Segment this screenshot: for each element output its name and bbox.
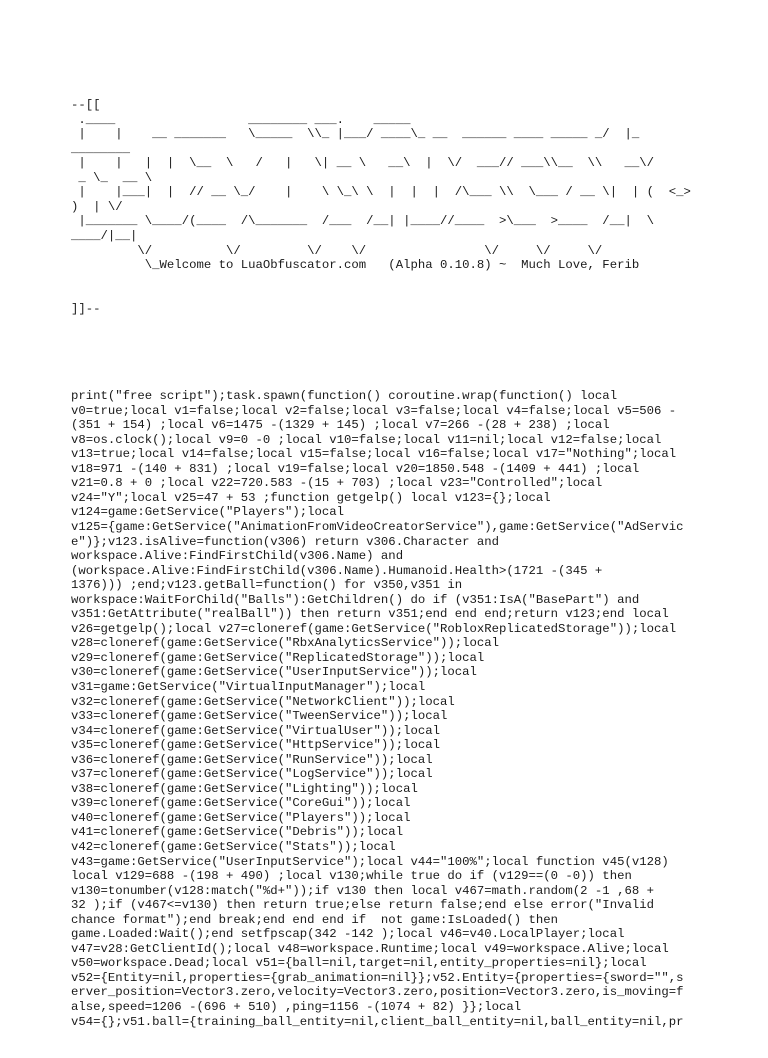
code-line: game.Loaded:Wait();end setfpscap(342 -142 );local v46=v40.LocalPlayer;local <box>71 927 625 942</box>
code-line: workspace:WaitForChild("Balls"):GetChildren() do if (v351:IsA("BasePart") and <box>71 592 640 607</box>
code-line: e")};v123.isAlive=function(v306) return v306.Character and <box>71 534 500 549</box>
code-line: v351:GetAttribute("realBall")) then return v351;end end end;return v123;end local <box>71 607 669 622</box>
header-comment-line: |_______ \____/(____ /\_______ /___ /__| |____//____ >\___ >____ /__| \ <box>71 214 654 229</box>
code-line: 32 );if (v467<=v130) then return true;else return false;end else error("Invalid <box>71 898 654 913</box>
code-line: (workspace.Alive:FindFirstChild(v306.Name).Humanoid.Health>(1721 -(345 + <box>71 563 603 578</box>
code-line: v8=os.clock();local v9=0 -0 ;local v10=false;local v11=nil;local v12=false;local <box>71 432 662 447</box>
code-line: print("free script");task.spawn(function() coroutine.wrap(function() local <box>71 389 618 404</box>
code-line: v37=cloneref(game:GetService("LogService"));local <box>71 767 433 782</box>
header-comment-line: _ \_ __ \ <box>71 170 153 185</box>
header-comment-close: ]]-- <box>71 301 101 316</box>
header-comment-line: \_Welcome to LuaObfuscator.com (Alpha 0.10.8) ~ Much Love, Ferib <box>71 258 640 273</box>
header-comment-line: ________ <box>71 141 131 156</box>
code-line: v33=cloneref(game:GetService("TweenService"));local <box>71 709 448 724</box>
code-line: v42=cloneref(game:GetService("Stats"));local <box>71 839 396 854</box>
code-line: v32=cloneref(game:GetService("NetworkClient"));local <box>71 694 455 709</box>
code-line: v54={};v51.ball={training_ball_entity=nil,client_ball_entity=nil,ball_entity=nil,pr <box>71 1014 684 1029</box>
code-line: erver_position=Vector3.zero,velocity=Vector3.zero,position=Vector3.zero,is_moving=f <box>71 985 684 1000</box>
code-line: v40=cloneref(game:GetService("Players"));local <box>71 810 411 825</box>
code-line: v18=971 -(140 + 831) ;local v19=false;local v20=1850.548 -(1409 + 441) ;local <box>71 461 640 476</box>
code-line: v125={game:GetService("AnimationFromVideoCreatorService"),game:GetService("AdServic <box>71 519 684 534</box>
code-line: v26=getgelp();local v27=cloneref(game:GetService("RobloxReplicatedStorage"));local <box>71 621 677 636</box>
code-line: v41=cloneref(game:GetService("Debris"));local <box>71 825 404 840</box>
code-text <box>71 69 711 1058</box>
header-comment-line: .____ ________ ___. _____ <box>71 112 411 127</box>
code-line: v31=game:GetService("VirtualInputManager");local <box>71 679 426 694</box>
code-line: workspace.Alive:FindFirstChild(v306.Name) and <box>71 549 404 564</box>
code-line: v124=game:GetService("Players");local <box>71 505 345 520</box>
code-line: v47=v28:GetClientId();local v48=workspace.Runtime;local v49=workspace.Alive;local <box>71 941 669 956</box>
code-line: (351 + 154) ;local v6=1475 -(1329 + 145) ;local v7=266 -(28 + 238) ;local <box>71 418 610 433</box>
header-comment-line: | | | | \__ \ / | \| __ \ __\ | \/ ___// ___\\__ \\ __\/ <box>71 156 654 171</box>
header-comment-line: ) | \/ <box>71 199 123 214</box>
code-line: v52={Entity=nil,properties={grab_animation=nil}};v52.Entity={properties={sword="",s <box>71 970 684 985</box>
code-line: v50=workspace.Dead;local v51={ball=nil,target=nil,entity_properties=nil};local <box>71 956 647 971</box>
header-comment-line: \/ \/ \/ \/ \/ \/ \/ <box>71 243 603 258</box>
code-line: alse,speed=1206 -(696 + 510) ,ping=1156 -(1074 + 82) }};local <box>71 1000 522 1014</box>
code-line: v39=cloneref(game:GetService("CoreGui"));local <box>71 796 411 811</box>
code-line: v43=game:GetService("UserInputService");local v44="100%";local function v45(v128) <box>71 854 669 869</box>
blank-line <box>71 345 711 360</box>
header-comment-line: | | __ _______ \_____ \\_ |___/ ____\_ __ ______ ____ _____ _/ |_ <box>71 127 640 142</box>
header-comment-line: ____/|__| <box>71 229 138 244</box>
header-comment-line: --[[ <box>71 98 101 113</box>
code-line: v36=cloneref(game:GetService("RunService"));local <box>71 752 433 767</box>
code-line: v13=true;local v14=false;local v15=false;local v16=false;local v17="Nothing";local <box>71 447 677 462</box>
code-line: chance format");end break;end end end if not game:IsLoaded() then <box>71 912 559 927</box>
script-body <box>71 389 711 1029</box>
code-line: v24="Y";local v25=47 + 53 ;function getgelp() local v123={};local <box>71 490 551 505</box>
code-line: v130=tonumber(v128:match("%d+"));if v130 then local v467=math.random(2 -1 ,68 + <box>71 883 654 898</box>
code-line: v38=cloneref(game:GetService("Lighting"));local <box>71 781 418 796</box>
header-comment <box>71 98 711 273</box>
code-line: v21=0.8 + 0 ;local v22=720.583 -(15 + 703) ;local v23="Controlled";local <box>71 476 603 491</box>
code-line: 1376))) ;end;v123.getBall=function() for v350,v351 in <box>71 578 463 593</box>
code-line: local v129=688 -(198 + 490) ;local v130;while true do if (v129==(0 -0)) then <box>71 869 632 884</box>
code-line: v30=cloneref(game:GetService("UserInputService"));local <box>71 665 477 680</box>
code-line: v29=cloneref(game:GetService("ReplicatedStorage"));local <box>71 650 485 665</box>
code-line: v34=cloneref(game:GetService("VirtualUser"));local <box>71 723 440 738</box>
code-line: v35=cloneref(game:GetService("HttpService"));local <box>71 738 440 753</box>
code-line: v28=cloneref(game:GetService("RbxAnalyticsService"));local <box>71 636 500 651</box>
code-line: v0=true;local v1=false;local v2=false;local v3=false;local v4=false;local v5=506 - <box>71 403 677 418</box>
header-comment-line: | |___| | // __ \_/ | \ \_\ \ | | | /\___ \\ \___ / __ \| | ( <_> <box>71 185 691 200</box>
